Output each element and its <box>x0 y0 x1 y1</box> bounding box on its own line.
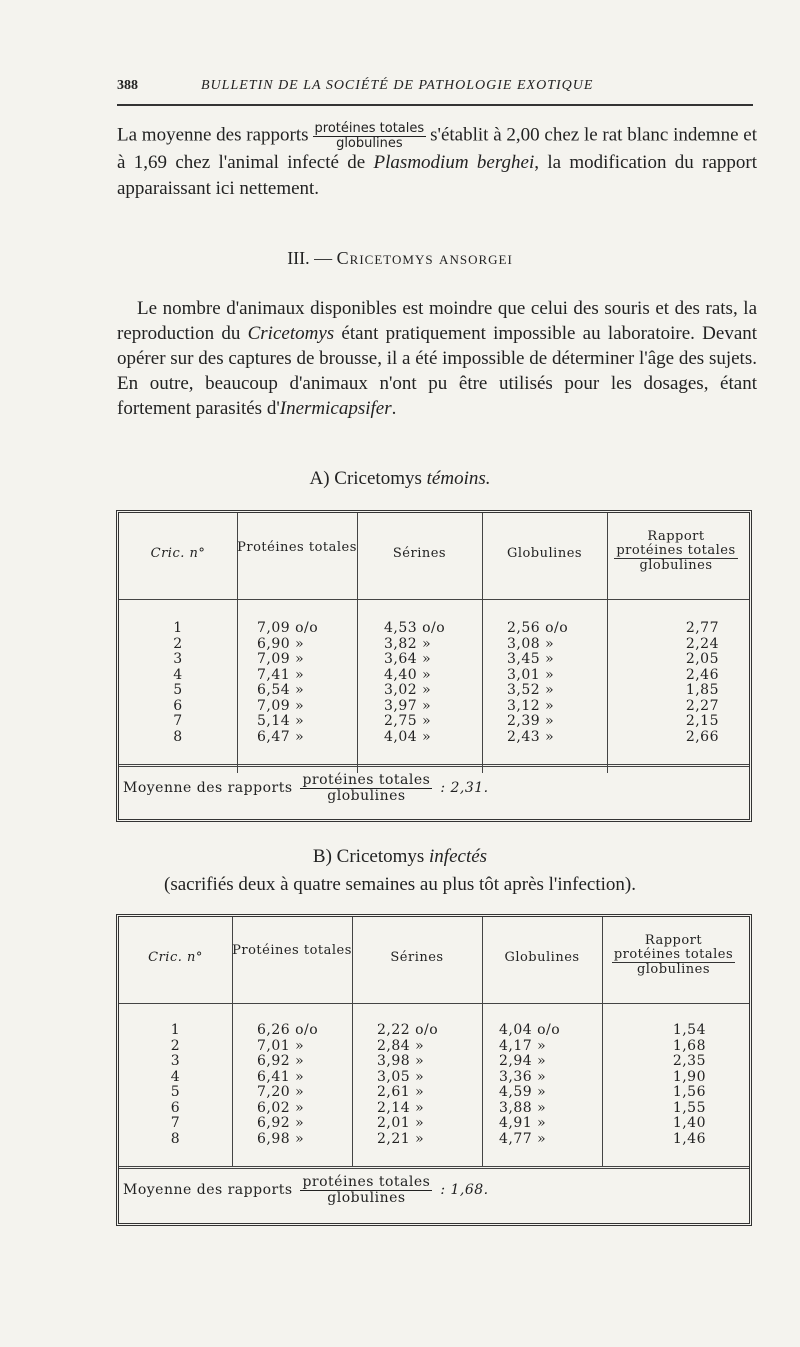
average-value: : 2,31. <box>440 780 489 797</box>
cell: 1,54 <box>672 1022 706 1038</box>
section-title: Cricetomys ansorgei <box>336 248 513 268</box>
cell: 6 <box>170 1099 181 1116</box>
cell: 6,02 » <box>257 1099 305 1116</box>
column-serines <box>384 621 482 745</box>
running-header <box>117 78 753 100</box>
cell: 2,39 » <box>507 713 555 729</box>
paragraph-part2: étant pratiquement impossible au laboratoire. Devant opérer sur des captures de brousse, il a été impossible de déterminer l'âge des sujets. En outre, beaucoup d'animaux n'ont pu être utilisés pour les dosages, étant fortement parasités d' <box>117 323 758 419</box>
header-separator <box>119 599 749 600</box>
fraction-denominator: globulines <box>336 135 403 151</box>
table-average-row <box>119 1175 749 1205</box>
cell: 3,01 » <box>507 666 555 683</box>
average-value: : 1,68. <box>440 1182 489 1199</box>
cell: 3,02 » <box>384 682 432 698</box>
cell: 7,41 » <box>257 666 305 683</box>
cell: 3,97 » <box>384 697 432 714</box>
cell: 6,92 » <box>257 1053 305 1069</box>
fraction-numerator: protéines totales <box>616 543 736 558</box>
cell: 1,46 <box>672 1130 706 1147</box>
header-separator <box>119 1003 749 1004</box>
cell: 5,14 » <box>257 713 305 729</box>
column-proteines <box>257 621 357 745</box>
species-name: Plasmodium berghei <box>373 152 535 174</box>
cell: 7,09 » <box>257 697 305 714</box>
header-globulines: Globulines <box>504 950 580 965</box>
cell: 2,01 » <box>377 1115 425 1131</box>
header-rapport <box>602 933 745 976</box>
cell: 6,90 » <box>257 635 305 652</box>
intro-text-before: La moyenne des rapports <box>117 124 309 146</box>
cell: 2,77 <box>685 620 719 636</box>
cell: 3,08 » <box>507 635 555 652</box>
paragraph-part3: . <box>391 398 397 419</box>
cell: 4,40 » <box>384 666 432 683</box>
column-cric <box>119 1023 232 1147</box>
cell: 2,35 <box>672 1053 706 1069</box>
cell: 7 <box>170 1115 181 1131</box>
column-rapport <box>607 621 719 745</box>
average-fraction <box>300 773 432 803</box>
cell: 2,27 <box>685 697 719 714</box>
header-rapport-fraction <box>612 948 735 976</box>
subsection-a-label: A) Cricetomys <box>309 468 422 489</box>
header-cric: Cric. n° <box>148 950 203 965</box>
cell: 3,98 » <box>377 1053 425 1069</box>
cell: 2,66 <box>685 728 719 745</box>
column-cric <box>119 621 237 745</box>
cell: 6,54 » <box>257 682 305 698</box>
cell: 3,12 » <box>507 697 555 714</box>
average-fraction <box>300 1175 432 1205</box>
column-serines <box>377 1023 482 1147</box>
header-rapport-title: Rapport <box>647 529 705 544</box>
cell: 2,61 » <box>377 1084 425 1100</box>
intro-paragraph <box>117 122 757 202</box>
column-globulines <box>507 621 607 745</box>
cell: 2,56 o/o <box>507 620 569 636</box>
cell: 4 <box>173 666 183 683</box>
fraction-numerator: protéines totales <box>302 1174 431 1190</box>
journal-title: BULLETIN DE LA SOCIÉTÉ DE PATHOLOGIE EXOTIQUE <box>201 78 594 93</box>
cell: 6,26 o/o <box>257 1022 319 1038</box>
cell: 3 <box>170 1053 181 1069</box>
intro-text-after: s'établit à 2,00 chez le rat blanc indemne et à 1,69 chez l'animal infecté de <box>117 124 757 174</box>
cell: 7,20 » <box>257 1084 305 1100</box>
intro-text-end: , la modification du rapport apparaissant ici nettement. <box>117 152 758 200</box>
cell: 3,88 » <box>499 1099 547 1116</box>
cell: 5 <box>173 682 183 698</box>
cell: 4,91 » <box>499 1115 547 1131</box>
body-paragraph <box>117 296 757 421</box>
cell: 4,77 » <box>499 1130 547 1147</box>
header-cric: Cric. n° <box>150 546 206 561</box>
cell: 1,90 <box>672 1068 706 1085</box>
cell: 2,43 » <box>507 728 555 745</box>
cell: 2,22 o/o <box>377 1022 439 1038</box>
header-serines: Sérines <box>392 546 447 561</box>
cell: 3,52 » <box>507 682 555 698</box>
header-rapport <box>607 529 745 572</box>
header-proteines: Protéines totales <box>232 943 352 958</box>
table-average-row <box>119 773 749 803</box>
subsection-b-note: (sacrifiés deux à quatre semaines au plus tôt après l'infection). <box>164 874 636 895</box>
fraction-numerator: protéines totales <box>302 772 431 788</box>
cell: 1,68 <box>672 1037 706 1054</box>
column-proteines <box>257 1023 352 1147</box>
cell: 8 <box>170 1130 181 1147</box>
cell: 7,09 » <box>257 651 305 667</box>
header-serines: Sérines <box>390 950 444 965</box>
header-globulines: Globulines <box>506 546 583 561</box>
cell: 8 <box>173 728 183 745</box>
cell: 7,01 » <box>257 1037 305 1054</box>
cell: 2,46 <box>685 666 719 683</box>
subsection-b-heading <box>0 843 800 899</box>
cell: 7 <box>173 713 183 729</box>
subsection-a-label-italic: témoins. <box>426 468 491 489</box>
fraction-denominator: globulines <box>327 787 406 804</box>
ratio-fraction <box>313 122 427 150</box>
cell: 6,41 » <box>257 1068 305 1085</box>
cell: 2,15 <box>685 713 719 729</box>
cell: 4,04 o/o <box>499 1022 561 1038</box>
section-number: III. — <box>287 248 333 268</box>
fraction-denominator: globulines <box>639 557 713 573</box>
subsection-a-heading <box>0 468 800 490</box>
cell: 1,56 <box>672 1084 706 1100</box>
cell: 1 <box>170 1022 181 1038</box>
paragraph-part1: Le nombre d'animaux disponibles est moindre que celui des souris et des rats, la reproduction du <box>117 298 757 344</box>
table-infectes <box>116 914 752 1226</box>
fraction-numerator: protéines totales <box>314 121 425 136</box>
cell: 4,59 » <box>499 1084 547 1100</box>
body-separator <box>119 1166 749 1169</box>
page-number: 388 <box>117 78 138 93</box>
table-temoins <box>116 510 752 822</box>
cell: 6 <box>173 697 183 714</box>
cell: 1,55 <box>672 1099 706 1116</box>
cell: 3,36 » <box>499 1068 547 1085</box>
header-proteines: Protéines totales <box>237 540 357 555</box>
column-globulines <box>499 1023 602 1147</box>
header-rule <box>117 104 753 106</box>
subsection-b-label: B) Cricetomys <box>312 846 425 867</box>
fraction-denominator: globulines <box>327 1189 406 1206</box>
cell: 4 <box>170 1068 181 1085</box>
cell: 5 <box>170 1084 181 1100</box>
cell: 2,14 » <box>377 1099 425 1116</box>
cell: 3 <box>173 651 183 667</box>
cell: 4,53 o/o <box>384 620 446 636</box>
column-rapport <box>602 1023 706 1147</box>
cell: 4,17 » <box>499 1037 547 1054</box>
cell: 6,47 » <box>257 728 305 745</box>
cell: 1,85 <box>685 682 719 698</box>
cell: 3,45 » <box>507 651 555 667</box>
cell: 2 <box>170 1037 181 1054</box>
section-heading <box>0 248 800 269</box>
subsection-b-label-italic: infectés <box>429 846 488 867</box>
cell: 2,24 <box>685 635 719 652</box>
cell: 2,21 » <box>377 1130 425 1147</box>
cell: 3,64 » <box>384 651 432 667</box>
cell: 2 <box>173 635 183 652</box>
cell: 1 <box>173 620 183 636</box>
cell: 4,04 » <box>384 728 432 745</box>
fraction-denominator: globulines <box>636 961 711 977</box>
average-label: Moyenne des rapports <box>123 780 293 797</box>
cell: 2,75 » <box>384 713 432 729</box>
body-separator <box>119 764 749 767</box>
cell: 7,09 o/o <box>257 620 319 636</box>
cell: 2,84 » <box>377 1037 425 1054</box>
header-rapport-fraction <box>614 544 737 572</box>
cell: 1,40 <box>672 1115 706 1131</box>
average-label: Moyenne des rapports <box>123 1182 293 1199</box>
header-rapport-title: Rapport <box>644 933 703 948</box>
cell: 2,94 » <box>499 1053 547 1069</box>
parasite-name: Inermicapsifer <box>279 398 392 419</box>
cell: 3,82 » <box>384 635 432 652</box>
cell: 6,98 » <box>257 1130 305 1147</box>
cell: 3,05 » <box>377 1068 425 1085</box>
cell: 2,05 <box>685 651 719 667</box>
fraction-numerator: protéines totales <box>613 947 734 962</box>
genus-name: Cricetomys <box>247 323 335 344</box>
cell: 6,92 » <box>257 1115 305 1131</box>
